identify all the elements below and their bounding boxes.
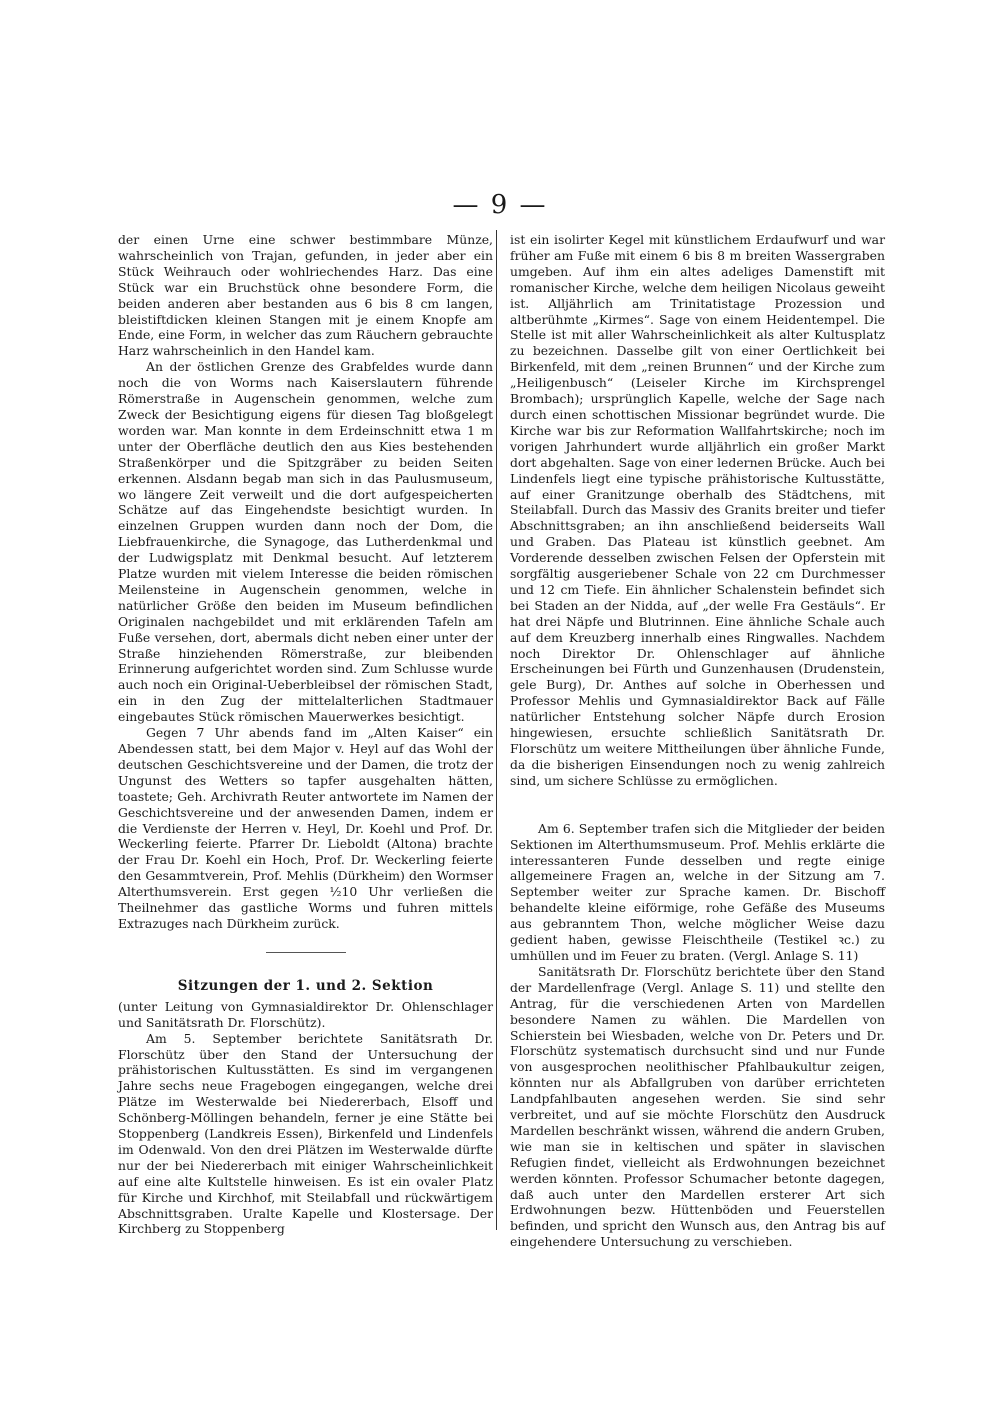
page-number: — 9 — <box>452 190 548 220</box>
paragraph: ist ein isolirter Kegel mit künstlichem Erdaufwurf und war früher am Fuße mit einem 6 bis 8 m breiten Wassergraben umgeben. Auf ihm ein altes adeliges Damenstift mit romanischer Kirche, welche dem heiligen Nicolaus geweiht ist. Alljährlich am Trinitatistage Prozession und altberühmte „Kirmes“. Sage von einem Heidentempel. Die Stelle ist mit aller Wahrscheinlichkeit als alter Kultusplatz zu bezeichnen. Dasselbe gilt von einer Oertlichkeit bei Birkenfeld, mit dem „reinen Brunnen“ und der Kirche zum „Heiligenbusch“ (Leiseler Kirche im Kirchsprengel Brombach); ursprünglich Kapelle, welche der Sage nach durch einen schottischen Missionar begründet wurde. Die Kirche war bis zur Reformation Wallfahrtskirche; noch im vorigen Jahrhundert wurde alljährlich ein großer Markt dort abgehalten. Sage von einer ledernen Brücke. Auch bei Lindenfels liegt eine typische prähistorische Kultusstätte, auf einer Granitzunge oberhalb des Städtchens, mit Steilabfall. Durch das Massiv des Granits breiter und tiefer Abschnittsgraben; an ihn anschließend beiderseits Wall und Graben. Das Plateau ist künstlich geebnet. Am Vorderende desselben zwischen Felsen der Opferstein mit sorgfältig ausgeriebener Schale von 22 cm Durchmesser und 12 cm Tiefe. Ein ähnlicher Schalenstein befindet sich bei Staden an der Nidda, auf „der welle Fra Gestäuls“. Er hat drei Näpfe und Blutrinnen. Eine ähnliche Schale auch auf dem Kreuzberg innerhalb eines Ringwalles. Nachdem noch Direktor Dr. Ohlenschlager auf ähnliche Erscheinungen bei Fürth und Gunzenhausen (Drudenstein, gele Burg), Dr. Anthes auf solche in Oberhessen und Professor Mehlis und Gymnasialdirektor Back auf Fälle natürlicher Entstehung solcher Näpfe durch Erosion hingewiesen, ersuchte schließlich Sanitätsrath Dr. Florschütz um weitere Mittheilungen über ähnliche Funde, da die bisherigen Einsendungen noch zu wenig zahlreich sind, um sichere Schlüsse zu ermöglichen. <box>510 232 885 788</box>
paragraph: An der östlichen Grenze des Grabfeldes wurde dann noch die von Worms nach Kaiserslautern führende Römerstraße in Augenschein genommen, welche zum Zweck der Besichtigung eigens für diesen Tag bloßgelegt worden war. Man konnte in dem Erdeinschnitt etwa 1 m unter der Oberfläche deutlich den aus Kies bestehenden Straßenkörper und die Spitzgräber zu beiden Seiten erkennen. Alsdann begab man sich in das Paulusmuseum, wo längere Zeit verweilt und die dort aufgespeicherten Schätze auf das Eingehendste besichtigt wurden. In einzelnen Gruppen wurden dann noch der Dom, die Liebfrauenkirche, die Synagoge, das Lutherdenkmal und der Ludwigsplatz mit Denkmal besucht. Auf letzterem Platze wurden mit vielem Interesse die beiden römischen Meilensteine in Augenschein genommen, welche in natürlicher Größe den beiden im Museum befindlichen Originalen nachgebildet und mit erklärenden Tafeln am Fuße versehen, dort, abermals dicht neben einer unter der Straße hinziehenden Römerstraße, zur bleibenden Erinnerung aufgerichtet worden sind. Zum Schlusse wurde auch noch ein Original-Ueberbleibsel der römischen Stadt, ein in den Zug der mittelalterlichen Stadtmauer eingebautes Stück römischen Mauerwerkes besichtigt. <box>118 359 493 725</box>
paragraph: Am 6. September trafen sich die Mitglieder der beiden Sektionen im Alterthumsmuseum. Prof. Mehlis erklärte die interessanteren Funde desselben und regte einige allgemeinere Fragen an, welche in der Sitzung am 7. September weiter zur Sprache kamen. Dr. Bischoff behandelte kleine eiförmige, rohe Gefäße des Museums aus gebranntem Thon, welche möglicher Weise dazu gedient haben, gewisse Fleischtheile (Testikel ꝛc.) zu umhüllen und im Feuer zu braten. (Vergl. Anlage S. 11) <box>510 820 885 963</box>
left-column <box>118 232 493 1237</box>
section-separator <box>266 952 346 953</box>
paragraph: der einen Urne eine schwer bestimmbare Münze, wahrscheinlich von Trajan, gefunden, in jeder aber ein Stück Weihrauch oder wohlriechendes Harz. Das eine Stück war ein Bruchstück ohne besondere Form, die beiden anderen aber bestanden aus 6 bis 8 cm langen, bleistiftdicken kleinen Stangen mit je einem Knopfe am Ende, eine Form, in welcher das zum Räuchern gebrauchte Harz wahrscheinlich in den Handel kam. <box>118 232 493 359</box>
paragraph: Gegen 7 Uhr abends fand im „Alten Kaiser“ ein Abendessen statt, bei dem Major v. Heyl auf das Wohl der deutschen Geschichtsvereine und der Damen, die trotz der Ungunst des Wetters so tapfer ausgehalten hätten, toastete; Geh. Archivrath Reuter antwortete im Namen der Geschichtsvereine und der anwesenden Damen, indem er die Verdienste der Herren v. Heyl, Dr. Koehl und Prof. Dr. Weckerling feierte. Pfarrer Dr. Lieboldt (Altona) brachte der Frau Dr. Koehl ein Hoch, Prof. Dr. Weckerling feierte den Gesammtverein, Prof. Mehlis (Dürkheim) den Wormser Alterthumsverein. Erst gegen ½10 Uhr verließen die Theilnehmer das gastliche Worms und fuhren mittels Extrazuges nach Dürkheim zurück. <box>118 725 493 931</box>
paragraph-gap <box>510 789 885 821</box>
paragraph: Sanitätsrath Dr. Florschütz berichtete über den Stand der Mardellenfrage (Vergl. Anlage S. 11) und stellte den Antrag, für die verschiedenen Arten von Mardellen besondere Namen zu wählen. Die Mardellen von Schierstein bei Wiesbaden, welche von Dr. Peters und Dr. Florschütz systematisch durchsucht sind und nur Funde von ausgesprochen neolithischer Pfahlbaukultur zeigen, könnten nur als Abfallgruben von darüber errichteten Landpfahlbauten angesehen werden. Sie sind sehr verbreitet, und auf sie möchte Florschütz den Ausdruck Mardellen beschränkt wissen, während die andern Gruben, wie man sie in keltischen und später in slavischen Refugien findet, vielleicht als Erdwohnungen bezeichnet werden könnten. Professor Schumacher betonte dagegen, daß auch unter den Mardellen ersterer Art sich Erdwohnungen bezw. Hüttenböden und Feuerstellen befinden, und spricht den Wunsch aus, den Antrag bis auf eingehendere Untersuchung zu verschieben. <box>510 963 885 1250</box>
right-column <box>510 232 885 1250</box>
section-title: Sitzungen der 1. und 2. Sektion <box>177 977 434 994</box>
paragraph: Am 5. September berichtete Sanitätsrath Dr. Florschütz über den Stand der Untersuchung der prähistorischen Kultusstätten. Es sind im vergangenen Jahre sechs neue Fragebogen eingegangen, welche drei Plätze im Westerwalde bei Niedererbach, Elsoff und Schönberg-Möllingen behandeln, ferner je eine Stätte bei Stoppenberg (Landkreis Essen), Birkenfeld und Lindenfels im Odenwald. Von den drei Plätzen im Westerwalde dürfte nur der bei Niedererbach mit einiger Wahrscheinlichkeit auf eine alte Kultstelle hinweisen. Es ist ein ovaler Platz für Kirche und Kirchhof, mit Steilabfall und rückwärtigem Abschnittsgraben. Uralte Kapelle und Klostersage. Der Kirchberg zu Stoppenberg <box>118 1030 493 1237</box>
column-divider <box>496 230 497 1230</box>
section-subtitle: (unter Leitung von Gymnasialdirektor Dr. Ohlenschlager und Sanitätsrath Dr. Florschütz). <box>118 998 493 1030</box>
